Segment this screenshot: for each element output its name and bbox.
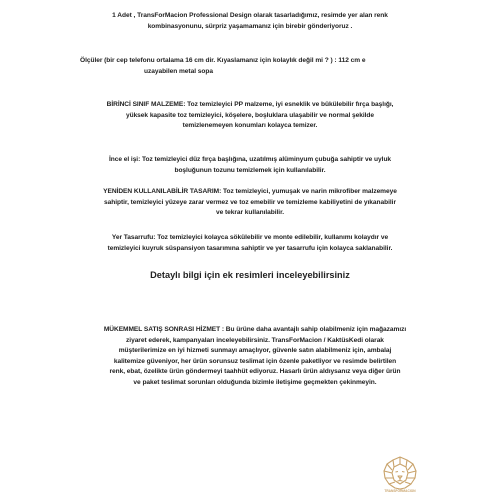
text-line: kalitemize güveniyor, her ürün sorunsuz teslimat için özenle paketliyor ve resimde belirtilen (113, 357, 397, 365)
text-line: müşterilerimize en iyi hizmeti sunmayı amaçlıyor, güvenle satın alabilmeniz için, ambalaj (118, 347, 392, 354)
text-line: MÜKEMMEL SATIŞ SONRASI HİZMET : Bu ürüne daha avantajlı sahip olabilmeniz için mağazamızı (103, 326, 407, 333)
space-saving-paragraph (80, 233, 420, 254)
text-line: renk, ebat, özelikte ürün göndermeyi taahhüt ediyoruz. Hasarlı ürün aldıysanız veya diğer ürün (109, 368, 401, 375)
text-line: ve paket teslimat sorunları olduğunda bizimle iletişime geçmekten çekinmeyin. (133, 378, 377, 386)
intro-paragraph (80, 11, 420, 32)
text-line: 1 Adet , TransForMacion Professional Design olarak tasarladığımız, resimde yer alan renk (112, 12, 388, 19)
reusable-paragraph (80, 187, 420, 219)
text-line: YENİDEN KULLANILABİLİR TASARIM: Toz temizleyici, yumuşak ve narin mikrofiber malzemeye (103, 188, 397, 195)
text-line: İnce el işi: Toz temizleyici düz fırça başlığına, uzatılmış alüminyum çubuğa sahiptir ve uyluk (108, 156, 392, 163)
text-line: Ölçüler (bir cep telefonu ortalama 16 cm dir. Kıyaslamanız için kolaylık değil mi ? ) : 112 cm e (80, 57, 366, 64)
text-line: Yer Tasarrufu: Toz temizleyici kolayca sökülebilir ve monte edilebilir, kullanımı kolaydır ve (111, 234, 389, 241)
after-sales-service-paragraph (90, 325, 420, 388)
handle-paragraph (80, 155, 420, 176)
text-line: BİRİNCİ SINIF MALZEME: Toz temizleyici PP malzeme, iyi esneklik ve bükülebilir fırça başlığı, (106, 101, 394, 108)
size-paragraph (80, 56, 420, 77)
text-line: temizlenemeyen konumları kolayca temizer. (182, 122, 318, 129)
more-info-heading: Detaylı bilgi için ek resimleri inceleyebilirsiniz (150, 270, 350, 280)
brand-logo-text: TRANSFORMACION (384, 489, 416, 493)
text-line: boşluğunun tozunu temizlemek için kullanılabilir. (174, 166, 326, 174)
text-line: uzayabilen metal sopa (144, 67, 213, 75)
text-line: ve tekrar kullanılabilir. (215, 209, 285, 216)
text-line: sahiptir, temizleyici yüzeye zarar vermez ve toz emebilir ve temizleme kabiliyetini de yıkanabilir (104, 198, 396, 206)
material-paragraph (80, 100, 420, 132)
text-line: yüksek kapasite toz temizleyici, köşelere, boşluklara ulaşabilir ve normal şekilde (125, 111, 375, 119)
text-line: kombinasyonunu, sürpriz yaşamamanız için birebir gönderiyoruz . (147, 22, 353, 30)
text-line: temizleyici kuyruk süspansiyon tasarımına sahiptir ve yer tasarrufu için kolayca saklanabilir. (107, 244, 393, 252)
text-line: ziyaret ederek, kampanyaları inceleyebilirsiniz. TransForMacion / KaktüsKedi olarak (126, 336, 384, 344)
